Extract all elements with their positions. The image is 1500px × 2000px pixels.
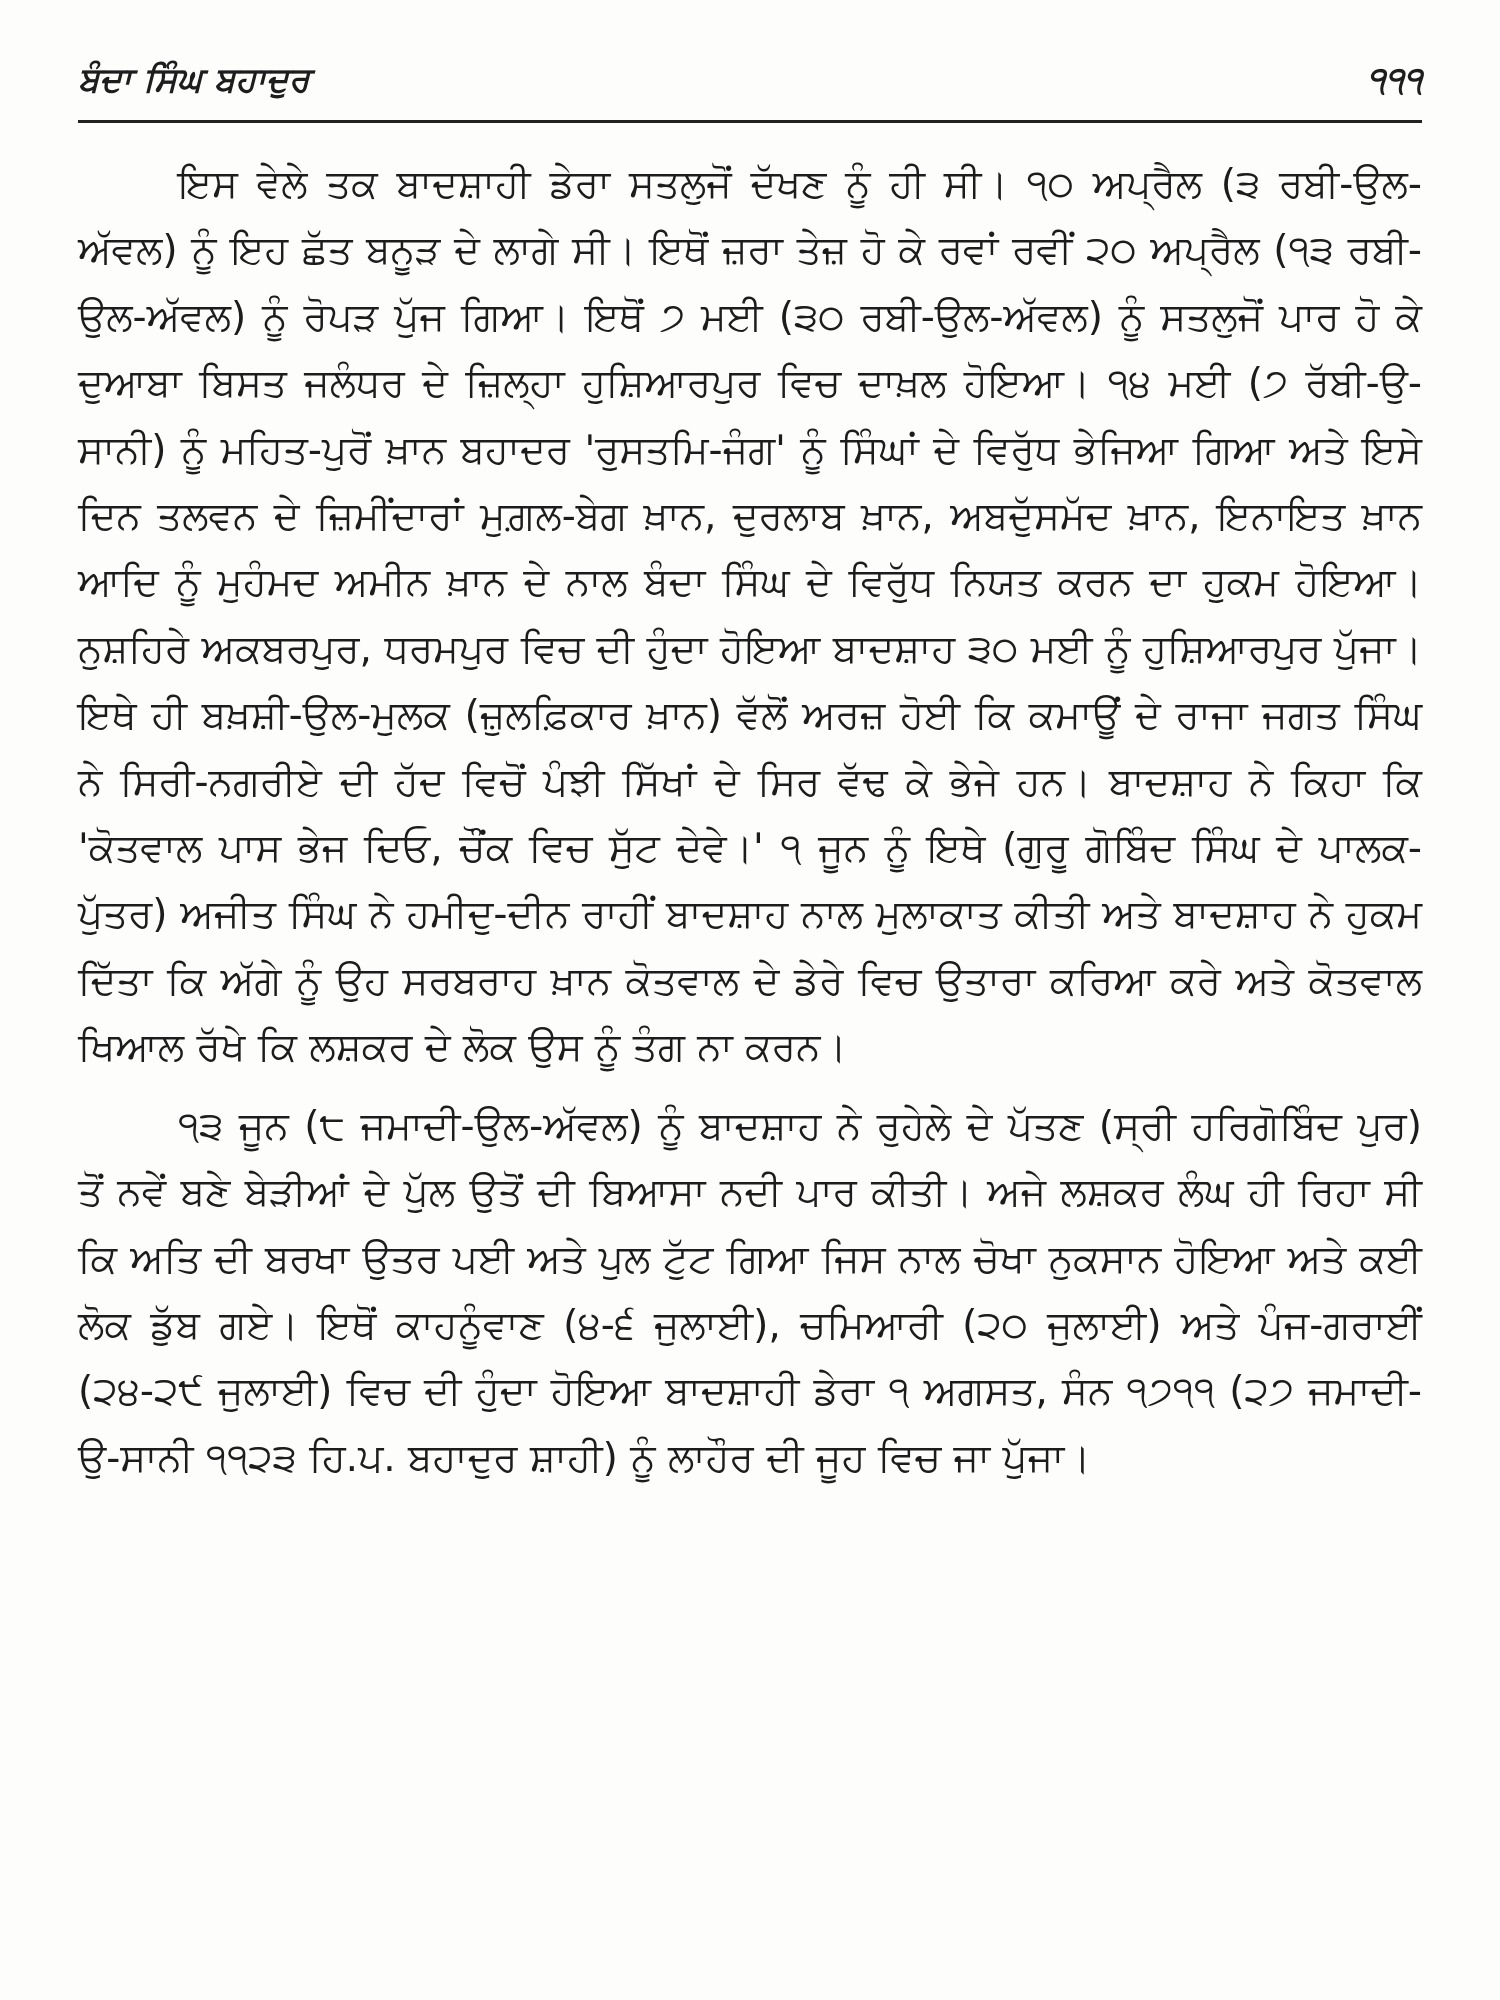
- running-head: [78, 60, 1422, 120]
- paragraph-2: ੧੩ ਜੂਨ (੮ ਜਮਾਦੀ-ਉਲ-ਅੱਵਲ) ਨੂੰ ਬਾਦਸ਼ਾਹ ਨੇ ਰੁਹੇਲੇ ਦੇ ਪੱਤਣ (ਸ੍ਰੀ ਹਰਿਗੋਬਿੰਦ ਪੁਰ) ਤੋਂ ਨਵੇਂ ਬਣੇ ਬੇੜੀਆਂ ਦੇ ਪੁੱਲ ਉਤੋਂ ਦੀ ਬਿਆਸਾ ਨਦੀ ਪਾਰ ਕੀਤੀ। ਅਜੇ ਲਸ਼ਕਰ ਲੰਘ ਹੀ ਰਿਹਾ ਸੀ ਕਿ ਅਤਿ ਦੀ ਬਰਖਾ ਉਤਰ ਪਈ ਅਤੇ ਪੁਲ ਟੁੱਟ ਗਿਆ ਜਿਸ ਨਾਲ ਚੋਖਾ ਨੁਕਸਾਨ ਹੋਇਆ ਅਤੇ ਕਈ ਲੋਕ ਡੁੱਬ ਗਏ। ਇਥੋਂ ਕਾਹਨੂੰਵਾਣ (੪-੬ ਜੁਲਾਈ), ਚਮਿਆਰੀ (੨੦ ਜੁਲਾਈ) ਅਤੇ ਪੰਜ-ਗਰਾਈਂ (੨੪-੨੯ ਜੁਲਾਈ) ਵਿਚ ਦੀ ਹੁੰਦਾ ਹੋਇਆ ਬਾਦਸ਼ਾਹੀ ਡੇਰਾ ੧ ਅਗਸਤ, ਸੰਨ ੧੭੧੧ (੨੭ ਜਮਾਦੀ-ਉ-ਸਾਨੀ ੧੧੨੩ ਹਿ.ਪ. ਬਹਾਦੁਰ ਸ਼ਾਹੀ) ਨੂੰ ਲਾਹੌਰ ਦੀ ਜੂਹ ਵਿਚ ਜਾ ਪੁੱਜਾ।: [78, 1103, 1422, 1481]
- page-number: ੧੧੧: [1366, 60, 1422, 100]
- running-title: ਬੰਦਾ ਸਿੰਘ ਬਹਾਦੁਰ: [78, 60, 310, 100]
- header-rule: [78, 120, 1422, 123]
- paragraph-1: ਇਸ ਵੇਲੇ ਤਕ ਬਾਦਸ਼ਾਹੀ ਡੇਰਾ ਸਤਲੁਜੋਂ ਦੱਖਣ ਨੂੰ ਹੀ ਸੀ। ੧੦ ਅਪ੍ਰੈਲ (੩ ਰਬੀ-ਉਲ-ਅੱਵਲ) ਨੂੰ ਇਹ ਛੱਤ ਬਨੂੜ ਦੇ ਲਾਗੇ ਸੀ। ਇਥੋਂ ਜ਼ਰਾ ਤੇਜ਼ ਹੋ ਕੇ ਰਵਾਂ ਰਵੀਂ ੨੦ ਅਪ੍ਰੈਲ (੧੩ ਰਬੀ-ਉਲ-ਅੱਵਲ) ਨੂੰ ਰੋਪੜ ਪੁੱਜ ਗਿਆ। ਇਥੋਂ ੭ ਮਈ (੩੦ ਰਬੀ-ਉਲ-ਅੱਵਲ) ਨੂੰ ਸਤਲੁਜੋਂ ਪਾਰ ਹੋ ਕੇ ਦੁਆਬਾ ਬਿਸਤ ਜਲੰਧਰ ਦੇ ਜ਼ਿਲ੍ਹਾ ਹੁਸ਼ਿਆਰਪੁਰ ਵਿਚ ਦਾਖ਼ਲ ਹੋਇਆ। ੧੪ ਮਈ (੭ ਰੱਬੀ-ਉ-ਸਾਨੀ) ਨੂੰ ਮਹਿਤ-ਪੁਰੋਂ ਖ਼ਾਨ ਬਹਾਦਰ 'ਰੁਸਤਮਿ-ਜੰਗ' ਨੂੰ ਸਿੰਘਾਂ ਦੇ ਵਿਰੁੱਧ ਭੇਜਿਆ ਗਿਆ ਅਤੇ ਇਸੇ ਦਿਨ ਤਲਵਨ ਦੇ ਜ਼ਿਮੀਂਦਾਰਾਂ ਮੁਗ਼ਲ-ਬੇਗ ਖ਼ਾਨ, ਦੁਰਲਾਬ ਖ਼ਾਨ, ਅਬਦੁੱਸਮੱਦ ਖ਼ਾਨ, ਇਨਾਇਤ ਖ਼ਾਨ ਆਦਿ ਨੂੰ ਮੁਹੰਮਦ ਅਮੀਨ ਖ਼ਾਨ ਦੇ ਨਾਲ ਬੰਦਾ ਸਿੰਘ ਦੇ ਵਿਰੁੱਧ ਨਿਯਤ ਕਰਨ ਦਾ ਹੁਕਮ ਹੋਇਆ। ਨੁਸ਼ਹਿਰੇ ਅਕਬਰਪੁਰ, ਧਰਮਪੁਰ ਵਿਚ ਦੀ ਹੁੰਦਾ ਹੋਇਆ ਬਾਦਸ਼ਾਹ ੩੦ ਮਈ ਨੂੰ ਹੁਸ਼ਿਆਰਪੁਰ ਪੁੱਜਾ। ਇਥੇ ਹੀ ਬਖ਼ਸ਼ੀ-ਉਲ-ਮੁਲਕ (ਜ਼ੁਲਫ਼ਿਕਾਰ ਖ਼ਾਨ) ਵੱਲੋਂ ਅਰਜ਼ ਹੋਈ ਕਿ ਕਮਾਊਂ ਦੇ ਰਾਜਾ ਜਗਤ ਸਿੰਘ ਨੇ ਸਿਰੀ-ਨਗਰੀਏ ਦੀ ਹੱਦ ਵਿਚੋਂ ਪੰਝੀ ਸਿੱਖਾਂ ਦੇ ਸਿਰ ਵੱਢ ਕੇ ਭੇਜੇ ਹਨ। ਬਾਦਸ਼ਾਹ ਨੇ ਕਿਹਾ ਕਿ 'ਕੋਤਵਾਲ ਪਾਸ ਭੇਜ ਦਿਓ, ਚੌਂਕ ਵਿਚ ਸੁੱਟ ਦੇਵੇ।' ੧ ਜੂਨ ਨੂੰ ਇਥੇ (ਗੁਰੂ ਗੋਬਿੰਦ ਸਿੰਘ ਦੇ ਪਾਲਕ-ਪੁੱਤਰ) ਅਜੀਤ ਸਿੰਘ ਨੇ ਹਮੀਦੁ-ਦੀਨ ਰਾਹੀਂ ਬਾਦਸ਼ਾਹ ਨਾਲ ਮੁਲਾਕਾਤ ਕੀਤੀ ਅਤੇ ਬਾਦਸ਼ਾਹ ਨੇ ਹੁਕਮ ਦਿੱਤਾ ਕਿ ਅੱਗੇ ਨੂੰ ਉਹ ਸਰਬਰਾਹ ਖ਼ਾਨ ਕੋਤਵਾਲ ਦੇ ਡੇਰੇ ਵਿਚ ਉਤਾਰਾ ਕਰਿਆ ਕਰੇ ਅਤੇ ਕੋਤਵਾਲ ਖਿਆਲ ਰੱਖੇ ਕਿ ਲਸ਼ਕਰ ਦੇ ਲੋਕ ਉਸ ਨੂੰ ਤੰਗ ਨਾ ਕਰਨ।: [78, 162, 1422, 1071]
- body-text: [78, 152, 1422, 1492]
